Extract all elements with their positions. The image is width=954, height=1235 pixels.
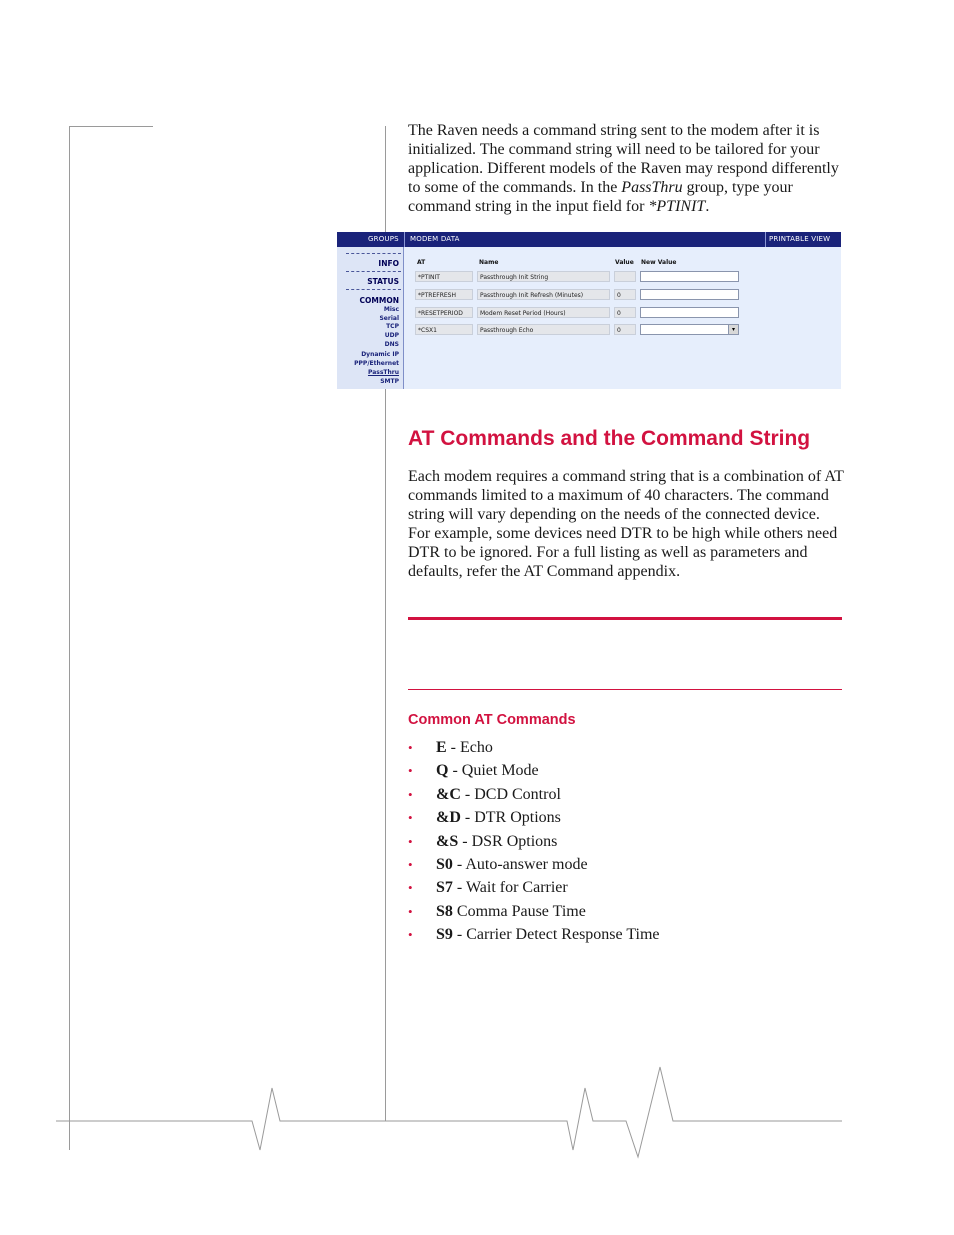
nav-item-common[interactable]: COMMON	[359, 296, 399, 305]
list-item	[408, 738, 660, 761]
command-key: &D	[436, 809, 461, 827]
name-cell: Passthrough Init String	[477, 271, 610, 282]
command-description: - Quiet Mode	[448, 762, 539, 780]
column-header-name: Name	[479, 259, 499, 266]
screenshot-header-bar	[337, 232, 841, 247]
command-description: - DCD Control	[460, 785, 561, 803]
command-description: - DTR Options	[460, 809, 561, 827]
intro-paragraph: The Raven needs a command string sent to the modem after it is initialized. The command string will need to be tailored for your application. Different models of the Raven may respond differently to some of the commands. In the PassThru group, type your command string in the input field for *PTINIT.	[408, 122, 839, 215]
value-cell: 0	[614, 324, 636, 335]
nav-item-udp[interactable]: UDP	[384, 332, 399, 339]
command-key: &S	[436, 832, 459, 850]
nav-separator	[346, 289, 401, 290]
column-header-new-value: New Value	[641, 259, 677, 266]
nav-item-passthru[interactable]: PassThru	[367, 369, 399, 376]
command-key: S0	[436, 855, 453, 873]
bullet-icon: •	[408, 903, 413, 919]
nav-separator	[346, 271, 401, 272]
at-cell: *CSX1	[415, 324, 473, 335]
common-commands-title: Common AT Commands	[408, 712, 576, 728]
at-cell: *PTREFRESH	[415, 289, 473, 300]
printable-view-link[interactable]: PRINTABLE VIEW	[769, 235, 831, 243]
ptinit-field-name: *PTINIT	[648, 198, 706, 215]
name-cell: Passthrough Echo	[477, 324, 610, 335]
list-item	[408, 785, 660, 808]
bullet-icon: •	[408, 786, 413, 802]
list-item	[408, 878, 660, 901]
command-key: S8	[436, 902, 453, 920]
nav-item-misc[interactable]: Misc	[383, 306, 399, 313]
at-cell: *RESETPERIOD	[415, 307, 473, 318]
bullet-icon: •	[408, 880, 413, 896]
bullet-icon: •	[408, 833, 413, 849]
list-item	[408, 808, 660, 831]
name-cell: Passthrough Init Refresh (Minutes)	[477, 289, 610, 300]
section-divider-thick	[408, 617, 842, 620]
command-key: Q	[436, 762, 449, 780]
nav-item-info[interactable]: INFO	[378, 259, 399, 268]
bullet-icon: •	[408, 763, 413, 779]
value-cell	[614, 271, 636, 282]
value-cell: 0	[614, 307, 636, 318]
new-value-input[interactable]	[640, 289, 739, 300]
at-cell: *PTINIT	[415, 271, 473, 282]
nav-separator	[346, 253, 401, 254]
list-item	[408, 761, 660, 784]
nav-item-dns[interactable]: DNS	[384, 341, 399, 348]
common-commands-list	[408, 738, 660, 949]
frame-left-rule	[69, 126, 70, 1150]
nav-item-smtp[interactable]: SMTP	[380, 378, 399, 385]
groups-header: GROUPS	[368, 235, 399, 243]
command-description: - Auto-answer mode	[452, 855, 588, 873]
bullet-icon: •	[408, 927, 413, 943]
command-key: E	[436, 739, 447, 756]
frame-top-rule	[69, 126, 153, 127]
value-cell: 0	[614, 289, 636, 300]
new-value-select[interactable]	[640, 324, 739, 335]
command-key: S9	[436, 926, 453, 944]
command-key: S7	[436, 879, 453, 897]
section-divider-thin	[408, 689, 842, 690]
section-paragraph: Each modem requires a command string that is a combination of AT commands limited to a maximum of 40 characters. The command string will vary depending on the needs of the connected device. For example, some devices need DTR to be high while others need DTR to be ignored. For a full listing as well as parameters and defaults, refer the AT Command appendix.	[408, 468, 844, 580]
chevron-down-icon[interactable]: ▾	[728, 325, 738, 334]
section-title: AT Commands and the Command String	[408, 427, 811, 450]
command-description: - Carrier Detect Response Time	[452, 926, 660, 944]
nav-item-ppp-ethernet[interactable]: PPP/Ethernet	[354, 360, 399, 367]
bullet-icon: •	[408, 740, 413, 755]
bullet-icon: •	[408, 810, 413, 826]
modem-config-screenshot	[337, 232, 841, 389]
nav-item-tcp[interactable]: TCP	[386, 323, 399, 330]
groups-nav-pane	[337, 247, 404, 389]
list-item	[408, 902, 660, 925]
passthru-group-name: PassThru	[621, 179, 683, 196]
command-description: - Echo	[446, 739, 493, 756]
bullet-icon: •	[408, 856, 413, 872]
command-description: - DSR Options	[458, 832, 558, 850]
list-item	[408, 925, 660, 948]
modem-data-header: MODEM DATA	[410, 235, 460, 243]
column-header-value: Value	[615, 259, 634, 266]
nav-item-serial[interactable]: Serial	[379, 314, 399, 322]
new-value-input[interactable]	[640, 307, 739, 318]
list-item	[408, 855, 660, 878]
list-item	[408, 832, 660, 855]
name-cell: Modem Reset Period (Hours)	[477, 307, 610, 318]
column-header-at: AT	[417, 259, 426, 266]
command-description: Comma Pause Time	[452, 902, 586, 920]
nav-item-status[interactable]: STATUS	[367, 277, 399, 286]
nav-item-dynamic-ip[interactable]: Dynamic IP	[361, 351, 399, 358]
new-value-input[interactable]	[640, 271, 739, 282]
command-key: &C	[436, 785, 461, 803]
command-description: - Wait for Carrier	[452, 879, 568, 897]
